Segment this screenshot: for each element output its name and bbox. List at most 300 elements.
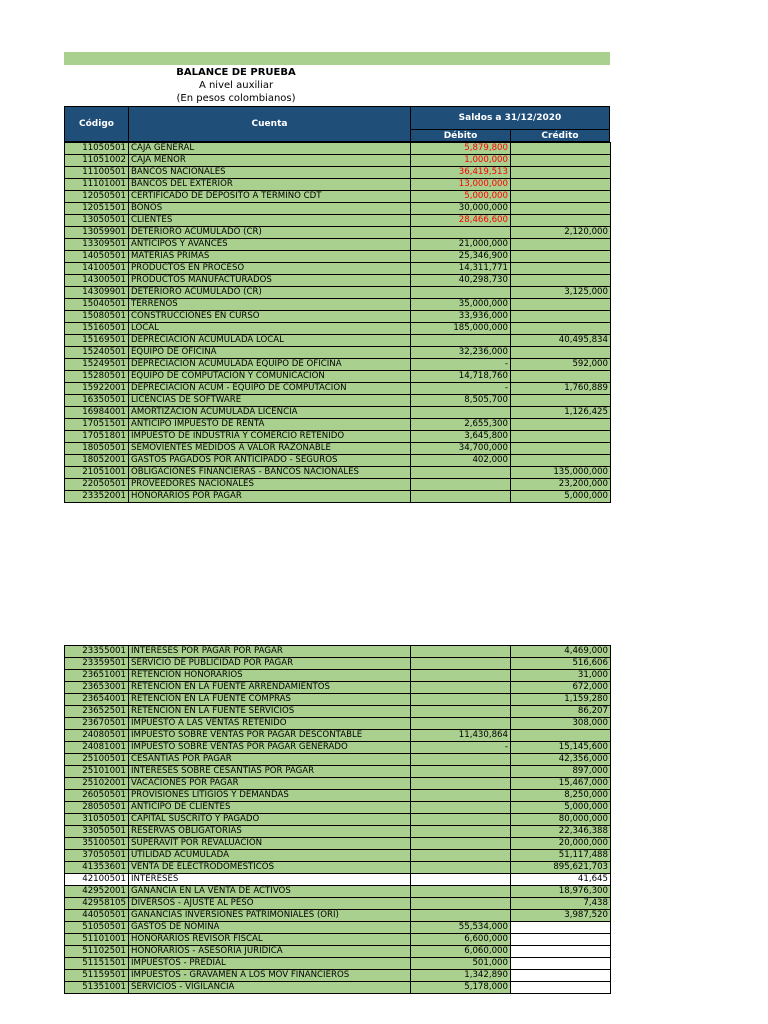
table-row <box>65 778 611 790</box>
credit-value <box>511 323 611 335</box>
account-name: IMPUESTO SOBRE VENTAS POR PAGAR DESCONTABLE <box>129 730 411 742</box>
account-name: DEPRECIACIÓN ACUMULADA LOCAL <box>129 335 411 347</box>
table-row <box>65 970 611 982</box>
debit-value: 30,000,000 <box>411 203 511 215</box>
account-code: 51351001 <box>65 982 129 994</box>
table-row <box>65 718 611 730</box>
credit-value <box>511 946 611 958</box>
account-name: CLIENTES <box>129 215 411 227</box>
table-row <box>65 682 611 694</box>
table-row <box>65 407 611 419</box>
debit-value <box>411 467 511 479</box>
credit-value <box>511 922 611 934</box>
debit-value: 1,342,890 <box>411 970 511 982</box>
debit-value: 5,879,800 <box>411 143 511 155</box>
debit-value: 36,419,513 <box>411 167 511 179</box>
credit-value: 80,000,000 <box>511 814 611 826</box>
credit-value: 1,760,889 <box>511 383 611 395</box>
table-row <box>65 311 611 323</box>
account-name: IMPUESTO SOBRE VENTAS POR PAGAR GENERADO <box>129 742 411 754</box>
title-bar <box>64 52 610 65</box>
credit-value: 135,000,000 <box>511 467 611 479</box>
credit-value <box>511 419 611 431</box>
table-row <box>65 766 611 778</box>
debit-value: 2,655,300 <box>411 419 511 431</box>
credit-value <box>511 167 611 179</box>
account-code: 44050501 <box>65 910 129 922</box>
debit-value <box>411 682 511 694</box>
debit-value: 28,466,600 <box>411 215 511 227</box>
report-title: BALANCE DE PRUEBA <box>176 67 296 78</box>
table-row <box>65 143 611 155</box>
account-code: 23651001 <box>65 670 129 682</box>
table-row <box>65 275 611 287</box>
table-row <box>65 934 611 946</box>
account-code: 33050501 <box>65 826 129 838</box>
credit-value <box>511 443 611 455</box>
account-code: 11101001 <box>65 179 129 191</box>
table-row <box>65 239 611 251</box>
credit-value <box>511 191 611 203</box>
header-balances: Saldos a 31/12/2020 <box>410 106 610 130</box>
accounts-table-page2 <box>64 645 611 994</box>
account-name: SUPERAVIT POR REVALUACIÓN <box>129 838 411 850</box>
debit-value: 55,534,000 <box>411 922 511 934</box>
table-row <box>65 383 611 395</box>
debit-value: 185,000,000 <box>411 323 511 335</box>
account-code: 12051501 <box>65 203 129 215</box>
account-code: 25101001 <box>65 766 129 778</box>
account-code: 15040501 <box>65 299 129 311</box>
account-code: 21051001 <box>65 467 129 479</box>
account-code: 16350501 <box>65 395 129 407</box>
table-row <box>65 850 611 862</box>
debit-value: 14,311,771 <box>411 263 511 275</box>
table-row <box>65 982 611 994</box>
table-row <box>65 838 611 850</box>
account-code: 14050501 <box>65 251 129 263</box>
account-code: 13059901 <box>65 227 129 239</box>
table-row <box>65 874 611 886</box>
debit-value <box>411 335 511 347</box>
table-row <box>65 395 611 407</box>
table-row <box>65 706 611 718</box>
account-name: CONSTRUCCIONES EN CURSO <box>129 311 411 323</box>
account-code: 15240501 <box>65 347 129 359</box>
account-name: EQUIPO DE COMPUTACION Y COMUNICACIÓN <box>129 371 411 383</box>
account-code: 22050501 <box>65 479 129 491</box>
account-name: DETERIORO ACUMULADO (CR) <box>129 287 411 299</box>
account-name: RETENCION EN LA FUENTE SERVICIOS <box>129 706 411 718</box>
account-name: PRODUCTOS EN PROCESO <box>129 263 411 275</box>
account-name: IMPUESTOS - PREDIAL <box>129 958 411 970</box>
account-name: INTERESES <box>129 874 411 886</box>
debit-value <box>411 790 511 802</box>
account-code: 15280501 <box>65 371 129 383</box>
table-row <box>65 347 611 359</box>
account-name: INTERESES SOBRE CESANTIAS POR PAGAR <box>129 766 411 778</box>
debit-value: 6,600,000 <box>411 934 511 946</box>
debit-value: 1,000,000 <box>411 155 511 167</box>
account-code: 42100501 <box>65 874 129 886</box>
debit-value <box>411 718 511 730</box>
account-code: 26050501 <box>65 790 129 802</box>
account-name: DEPRECIACION ACUM - EQUIPO DE COMPUTACIÓN <box>129 383 411 395</box>
table-row <box>65 335 611 347</box>
account-code: 15249501 <box>65 359 129 371</box>
credit-value <box>511 970 611 982</box>
credit-value <box>511 155 611 167</box>
account-name: TERRENOS <box>129 299 411 311</box>
debit-value <box>411 826 511 838</box>
table-row <box>65 910 611 922</box>
account-name: CESANTIAS POR PAGAR <box>129 754 411 766</box>
debit-value: 32,236,000 <box>411 347 511 359</box>
table-row <box>65 742 611 754</box>
table-row <box>65 227 611 239</box>
header-credit: Crédito <box>510 129 610 142</box>
credit-value <box>511 143 611 155</box>
debit-value: - <box>411 359 511 371</box>
table-row <box>65 299 611 311</box>
account-code: 14309901 <box>65 287 129 299</box>
account-name: GASTOS DE NOMINA <box>129 922 411 934</box>
account-name: RESERVAS OBLIGATORIAS <box>129 826 411 838</box>
account-code: 23670501 <box>65 718 129 730</box>
table-row <box>65 155 611 167</box>
credit-value: 18,976,300 <box>511 886 611 898</box>
account-name: VACACIONES POR PAGAR <box>129 778 411 790</box>
debit-value <box>411 407 511 419</box>
table-row <box>65 862 611 874</box>
credit-value: 1,159,280 <box>511 694 611 706</box>
credit-value <box>511 299 611 311</box>
report-subtitle: A nivel auxiliar <box>198 80 274 91</box>
debit-value <box>411 814 511 826</box>
table-row <box>65 167 611 179</box>
account-code: 51151501 <box>65 958 129 970</box>
account-name: DEPRECIACION ACUMULADA EQUIPO DE OFICINA <box>129 359 411 371</box>
table-row <box>65 443 611 455</box>
account-name: CERTIFICADO DE DEPOSITO A TERMINO CDT <box>129 191 411 203</box>
debit-value: 6,060,000 <box>411 946 511 958</box>
debit-value <box>411 227 511 239</box>
account-name: RETENCION EN LA FUENTE ARRENDAMIENTOS <box>129 682 411 694</box>
table-row <box>65 886 611 898</box>
credit-value: 3,125,000 <box>511 287 611 299</box>
account-name: BONOS <box>129 203 411 215</box>
debit-value <box>411 670 511 682</box>
table-row <box>65 958 611 970</box>
account-code: 15080501 <box>65 311 129 323</box>
account-name: MATERIAS PRIMAS <box>129 251 411 263</box>
account-code: 28050501 <box>65 802 129 814</box>
account-code: 15922001 <box>65 383 129 395</box>
account-code: 15169501 <box>65 335 129 347</box>
account-name: HONORARIOS REVISOR FISCAL <box>129 934 411 946</box>
debit-value <box>411 706 511 718</box>
debit-value: 11,430,864 <box>411 730 511 742</box>
account-code: 51159501 <box>65 970 129 982</box>
credit-value: 895,621,703 <box>511 862 611 874</box>
debit-value <box>411 479 511 491</box>
debit-value: 5,000,000 <box>411 191 511 203</box>
debit-value: 402,000 <box>411 455 511 467</box>
debit-value: 35,000,000 <box>411 299 511 311</box>
debit-value: 33,936,000 <box>411 311 511 323</box>
credit-value: 308,000 <box>511 718 611 730</box>
account-name: RETENCION EN LA FUENTE COMPRAS <box>129 694 411 706</box>
account-name: IMPUESTOS - GRAVAMEN A LOS MOV FINANCIEROS <box>129 970 411 982</box>
table-row <box>65 179 611 191</box>
table-header <box>64 106 610 142</box>
account-name: BANCOS DEL EXTERIOR <box>129 179 411 191</box>
credit-value: 4,469,000 <box>511 646 611 658</box>
debit-value <box>411 778 511 790</box>
credit-value <box>511 251 611 263</box>
table-row <box>65 491 611 503</box>
credit-value: 592,000 <box>511 359 611 371</box>
account-code: 51101001 <box>65 934 129 946</box>
table-row <box>65 371 611 383</box>
debit-value <box>411 910 511 922</box>
debit-value: 5,178,000 <box>411 982 511 994</box>
credit-value: 20,000,000 <box>511 838 611 850</box>
credit-value <box>511 958 611 970</box>
debit-value <box>411 694 511 706</box>
account-name: LICENCIAS DE SOFTWARE <box>129 395 411 407</box>
account-code: 31050501 <box>65 814 129 826</box>
account-code: 25102001 <box>65 778 129 790</box>
credit-value: 86,207 <box>511 706 611 718</box>
account-name: LOCAL <box>129 323 411 335</box>
table-row <box>65 467 611 479</box>
account-code: 35100501 <box>65 838 129 850</box>
credit-value: 5,000,000 <box>511 802 611 814</box>
table-row <box>65 922 611 934</box>
table-row <box>65 814 611 826</box>
account-name: IMPUESTO A LAS VENTAS RETENIDO <box>129 718 411 730</box>
debit-value <box>411 287 511 299</box>
account-name: UTILIDAD ACUMULADA <box>129 850 411 862</box>
credit-value: 516,606 <box>511 658 611 670</box>
account-code: 14300501 <box>65 275 129 287</box>
table-row <box>65 802 611 814</box>
account-code: 17051501 <box>65 419 129 431</box>
account-name: AMORTIZACION ACUMULADA LICENCIA <box>129 407 411 419</box>
credit-value: 51,117,488 <box>511 850 611 862</box>
debit-value <box>411 754 511 766</box>
credit-value: 41,645 <box>511 874 611 886</box>
table-row <box>65 754 611 766</box>
account-name: EQUIPO DE OFICINA <box>129 347 411 359</box>
credit-value: 2,120,000 <box>511 227 611 239</box>
account-name: CAJA GENERAL <box>129 143 411 155</box>
credit-value: 8,250,000 <box>511 790 611 802</box>
account-name: ANTICIPOS Y AVANCES <box>129 239 411 251</box>
credit-value: 23,200,000 <box>511 479 611 491</box>
debit-value: - <box>411 742 511 754</box>
account-name: RETENCION HONORARIOS <box>129 670 411 682</box>
account-code: 41353601 <box>65 862 129 874</box>
account-name: SEMOVIENTES MEDIDOS A VALOR RAZONABLE <box>129 443 411 455</box>
table-row <box>65 730 611 742</box>
table-row <box>65 658 611 670</box>
account-code: 42958105 <box>65 898 129 910</box>
table-row <box>65 898 611 910</box>
credit-value: 15,145,600 <box>511 742 611 754</box>
account-code: 11100501 <box>65 167 129 179</box>
debit-value: 25,346,900 <box>411 251 511 263</box>
debit-value: 13,000,000 <box>411 179 511 191</box>
account-name: DETERIORO ACUMULADO (CR) <box>129 227 411 239</box>
credit-value: 22,346,388 <box>511 826 611 838</box>
credit-value: 40,495,834 <box>511 335 611 347</box>
credit-value <box>511 982 611 994</box>
credit-value: 5,000,000 <box>511 491 611 503</box>
currency-note: (En pesos colombianos) <box>176 93 296 104</box>
table-row <box>65 431 611 443</box>
credit-value: 3,987,520 <box>511 910 611 922</box>
account-code: 16984001 <box>65 407 129 419</box>
account-code: 18052001 <box>65 455 129 467</box>
table-row <box>65 191 611 203</box>
accounts-table-page1 <box>64 142 611 503</box>
credit-value <box>511 934 611 946</box>
account-code: 17051801 <box>65 431 129 443</box>
account-name: ANTICIPO IMPUESTO DE RENTA <box>129 419 411 431</box>
table-row <box>65 323 611 335</box>
table-row <box>65 946 611 958</box>
table-row <box>65 694 611 706</box>
table-row <box>65 203 611 215</box>
account-code: 13309501 <box>65 239 129 251</box>
account-code: 51102501 <box>65 946 129 958</box>
account-name: OBLIGACIONES FINANCIERAS - BANCOS NACIONALES <box>129 467 411 479</box>
debit-value: 8,505,700 <box>411 395 511 407</box>
credit-value <box>511 215 611 227</box>
table-row <box>65 287 611 299</box>
credit-value: 7,438 <box>511 898 611 910</box>
credit-value <box>511 455 611 467</box>
account-code: 23653001 <box>65 682 129 694</box>
account-code: 13050501 <box>65 215 129 227</box>
credit-value <box>511 263 611 275</box>
account-code: 12050501 <box>65 191 129 203</box>
debit-value <box>411 802 511 814</box>
debit-value: 40,298,730 <box>411 275 511 287</box>
credit-value: 42,356,000 <box>511 754 611 766</box>
credit-value <box>511 239 611 251</box>
account-code: 11051002 <box>65 155 129 167</box>
credit-value <box>511 203 611 215</box>
debit-value: 34,700,000 <box>411 443 511 455</box>
account-name: CAJA MENOR <box>129 155 411 167</box>
table-row <box>65 479 611 491</box>
credit-value <box>511 730 611 742</box>
debit-value: 14,718,760 <box>411 371 511 383</box>
table-row <box>65 419 611 431</box>
account-name: PRODUCTOS MANUFACTURADOS <box>129 275 411 287</box>
account-name: DIVERSOS - AJUSTE AL PESO <box>129 898 411 910</box>
account-name: CAPITAL SUSCRITO Y PAGADO <box>129 814 411 826</box>
credit-value <box>511 275 611 287</box>
account-name: GASTOS PAGADOS POR ANTICIPADO - SEGUROS <box>129 455 411 467</box>
credit-value <box>511 431 611 443</box>
debit-value <box>411 850 511 862</box>
credit-value <box>511 395 611 407</box>
account-name: BANCOS NACIONALES <box>129 167 411 179</box>
credit-value: 31,000 <box>511 670 611 682</box>
account-name: INTERESES POR PAGAR POR PAGAR <box>129 646 411 658</box>
table-row <box>65 359 611 371</box>
credit-value <box>511 179 611 191</box>
debit-value <box>411 491 511 503</box>
debit-value <box>411 874 511 886</box>
table-row <box>65 646 611 658</box>
account-name: GANANCIA EN LA VENTA DE ACTIVOS <box>129 886 411 898</box>
account-code: 37050501 <box>65 850 129 862</box>
table-row <box>65 790 611 802</box>
debit-value: - <box>411 383 511 395</box>
debit-value <box>411 862 511 874</box>
table-row <box>65 251 611 263</box>
account-code: 51050501 <box>65 922 129 934</box>
account-code: 23355001 <box>65 646 129 658</box>
table-row <box>65 455 611 467</box>
table-row <box>65 263 611 275</box>
credit-value: 1,126,425 <box>511 407 611 419</box>
account-name: IMPUESTO DE INDUSTRIA Y COMERCIO RETENIDO <box>129 431 411 443</box>
account-code: 25100501 <box>65 754 129 766</box>
account-name: ANTICIPO DE CLIENTES <box>129 802 411 814</box>
account-code: 24081001 <box>65 742 129 754</box>
credit-value <box>511 371 611 383</box>
account-name: HONORARIOS POR PAGAR <box>129 491 411 503</box>
account-name: SERVICIOS - VIGILANCIA <box>129 982 411 994</box>
credit-value: 897,000 <box>511 766 611 778</box>
account-code: 18050501 <box>65 443 129 455</box>
credit-value <box>511 347 611 359</box>
debit-value <box>411 646 511 658</box>
account-code: 23352001 <box>65 491 129 503</box>
account-name: HONORARIOS - ASESORIA JURIDICA <box>129 946 411 958</box>
credit-value <box>511 311 611 323</box>
debit-value <box>411 838 511 850</box>
account-code: 24080501 <box>65 730 129 742</box>
table-row <box>65 670 611 682</box>
account-code: 15160501 <box>65 323 129 335</box>
debit-value <box>411 658 511 670</box>
header-code: Código <box>64 106 129 142</box>
account-code: 14100501 <box>65 263 129 275</box>
credit-value: 672,000 <box>511 682 611 694</box>
account-name: GANANCIAS INVERSIONES PATRIMONIALES (ORI) <box>129 910 411 922</box>
header-account: Cuenta <box>128 106 411 142</box>
debit-value: 3,645,800 <box>411 431 511 443</box>
account-name: PROVISIONES LITIGIOS Y DEMANDAS <box>129 790 411 802</box>
account-name: SERVICIO DE PUBLICIDAD POR PAGAR <box>129 658 411 670</box>
account-code: 23652501 <box>65 706 129 718</box>
account-code: 23359501 <box>65 658 129 670</box>
account-code: 42952001 <box>65 886 129 898</box>
header-debit: Débito <box>410 129 511 142</box>
table-row <box>65 826 611 838</box>
account-code: 23654001 <box>65 694 129 706</box>
debit-value <box>411 898 511 910</box>
debit-value: 501,000 <box>411 958 511 970</box>
account-code: 11050501 <box>65 143 129 155</box>
